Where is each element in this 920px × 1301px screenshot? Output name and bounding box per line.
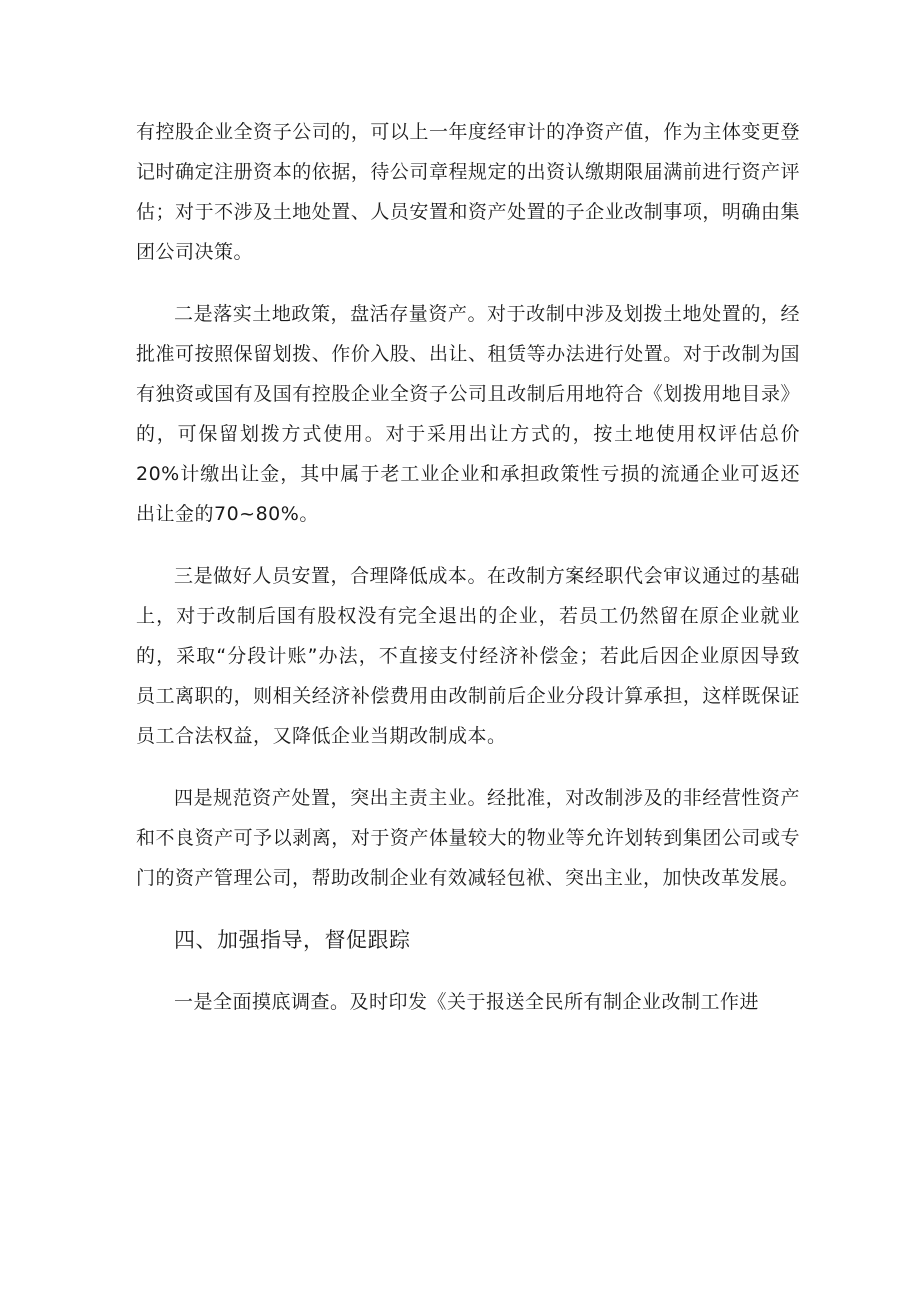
paragraph-asset-disposal: 四是规范资产处置，突出主责主业。经批准，对改制涉及的非经营性资产和不良资产可予以剥离，对于资产体量较大的物业等允许划转到集团公司或专门的资产管理公司，帮助改制企业有效减轻包袱、突出主业，加快改革发展。 <box>136 787 800 889</box>
document-body <box>136 112 800 1022</box>
paragraph-staff-placement: 三是做好人员安置，合理降低成本。在改制方案经职代会审议通过的基础上，对于改制后国有股权没有完全退出的企业，若员工仍然留在原企业就业的，采取“分段计账”办法，不直接支付经济补偿金；若此后因企业原因导致员工离职的，则相关经济补偿费用由改制前后企业分段计算承担，这样既保证员工合法权益，又降低企业当期改制成本。 <box>136 565 800 747</box>
paragraph-survey: 一是全面摸底调查。及时印发《关于报送全民所有制企业改制工作进 <box>174 991 760 1013</box>
section-heading: 四、加强指导，督促跟踪 <box>174 928 411 952</box>
paragraph-land-policy: 二是落实土地政策，盘活存量资产。对于改制中涉及划拨土地处置的，经批准可按照保留划拨、作价入股、出让、租赁等办法进行处置。对于改制为国有独资或国有及国有控股企业全资子公司且改制后用地符合《划拨用地目录》的，可保留划拨方式使用。对于采用出让方式的，按土地使用权评估总价20%计缴出让金，其中属于老工业企业和承担政策性亏损的流通企业可返还出让金的70~80%。 <box>136 303 800 525</box>
paragraph-continuation: 有控股企业全资子公司的，可以上一年度经审计的净资产值，作为主体变更登记时确定注册资本的依据，待公司章程规定的出资认缴期限届满前进行资产评估；对于不涉及土地处置、人员安置和资产处置的子企业改制事项，明确由集团公司决策。 <box>136 121 800 263</box>
